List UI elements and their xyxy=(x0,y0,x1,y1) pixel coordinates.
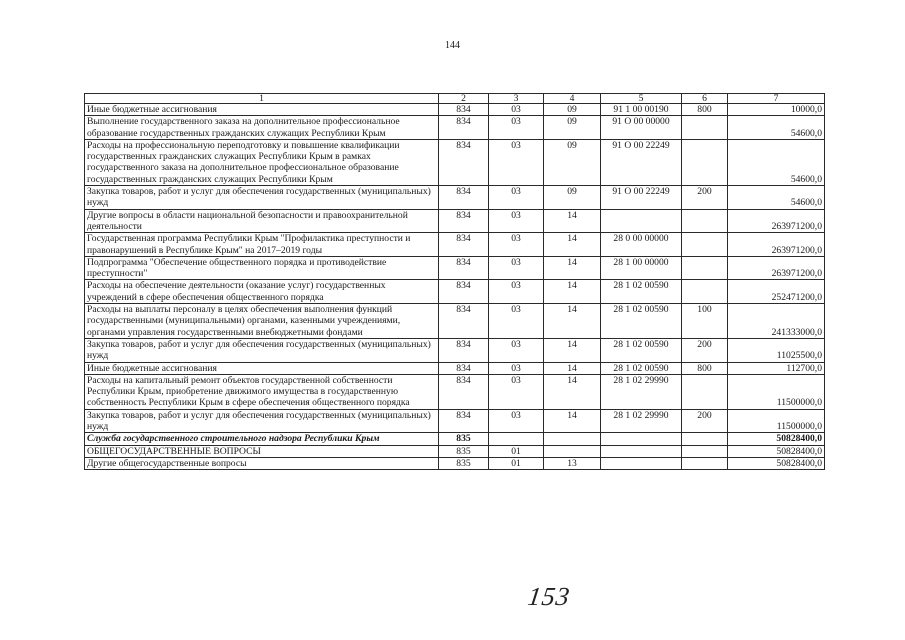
table-row xyxy=(85,104,825,116)
table-row xyxy=(85,374,825,409)
row-amount-cell: 54600,0 xyxy=(728,139,825,185)
row-code-cell: 834 xyxy=(439,104,489,116)
row-target-article-cell: 28 1 02 00590 xyxy=(601,304,682,339)
row-name-cell: Иные бюджетные ассигнования xyxy=(85,104,439,116)
row-expense-type-cell xyxy=(682,233,728,257)
table-row xyxy=(85,362,825,374)
row-section-cell: 03 xyxy=(489,338,544,362)
table-row xyxy=(85,116,825,140)
row-amount-cell: 54600,0 xyxy=(728,116,825,140)
row-subsection-cell: 13 xyxy=(544,457,601,469)
row-expense-type-cell xyxy=(682,445,728,457)
row-name-cell: Служба государственного строительного надзора Республики Крым xyxy=(85,433,439,445)
row-code-cell: 834 xyxy=(439,338,489,362)
header-row xyxy=(85,94,825,104)
table-row xyxy=(85,409,825,433)
row-name-cell: ОБЩЕГОСУДАРСТВЕННЫЕ ВОПРОСЫ xyxy=(85,445,439,457)
row-expense-type-cell xyxy=(682,116,728,140)
row-code-cell: 834 xyxy=(439,362,489,374)
row-target-article-cell: 28 1 00 00000 xyxy=(601,256,682,280)
row-code-cell: 834 xyxy=(439,374,489,409)
row-expense-type-cell xyxy=(682,280,728,304)
row-amount-cell: 50828400,0 xyxy=(728,457,825,469)
row-expense-type-cell: 200 xyxy=(682,186,728,210)
row-code-cell: 834 xyxy=(439,139,489,185)
header-cell: 1 xyxy=(85,94,439,104)
row-section-cell: 03 xyxy=(489,362,544,374)
table-row xyxy=(85,457,825,469)
row-subsection-cell: 14 xyxy=(544,374,601,409)
table-row xyxy=(85,433,825,445)
row-target-article-cell: 28 1 02 29990 xyxy=(601,409,682,433)
row-target-article-cell xyxy=(601,209,682,233)
row-name-cell: Другие общегосударственные вопросы xyxy=(85,457,439,469)
row-expense-type-cell: 200 xyxy=(682,409,728,433)
row-name-cell: Другие вопросы в области национальной безопасности и правоохранительной деятельности xyxy=(85,209,439,233)
row-target-article-cell: 28 1 02 29990 xyxy=(601,374,682,409)
row-target-article-cell: 91 О 00 00000 xyxy=(601,116,682,140)
row-name-cell: Расходы на обеспечение деятельности (оказание услуг) государственных учреждений в сфере обеспечения общественного порядка xyxy=(85,280,439,304)
row-section-cell: 03 xyxy=(489,186,544,210)
row-name-cell: Закупка товаров, работ и услуг для обеспечения государственных (муниципальных) нужд xyxy=(85,186,439,210)
handwritten-page-number: 153 xyxy=(526,582,573,611)
row-section-cell: 03 xyxy=(489,139,544,185)
row-section-cell: 03 xyxy=(489,104,544,116)
row-code-cell: 834 xyxy=(439,409,489,433)
row-code-cell: 834 xyxy=(439,280,489,304)
row-expense-type-cell xyxy=(682,433,728,445)
row-subsection-cell: 14 xyxy=(544,209,601,233)
row-section-cell: 01 xyxy=(489,445,544,457)
row-expense-type-cell xyxy=(682,139,728,185)
row-code-cell: 834 xyxy=(439,186,489,210)
row-name-cell: Расходы на выплаты персоналу в целях обеспечения выполнения функций государственными (муниципальными) органами, казенными учреждениями, органами управления государственными внебюджетными фондами xyxy=(85,304,439,339)
row-expense-type-cell xyxy=(682,374,728,409)
table-row xyxy=(85,445,825,457)
row-code-cell: 835 xyxy=(439,445,489,457)
row-name-cell: Расходы на капитальный ремонт объектов государственной собственности Республики Крым, приобретение движимого имущества в государственную собственность Республики Крым в сфере обеспечения общественного порядка xyxy=(85,374,439,409)
table-row xyxy=(85,233,825,257)
row-expense-type-cell xyxy=(682,209,728,233)
row-section-cell: 03 xyxy=(489,280,544,304)
table-row xyxy=(85,139,825,185)
header-cell: 3 xyxy=(489,94,544,104)
row-section-cell: 03 xyxy=(489,304,544,339)
row-target-article-cell: 28 1 02 00590 xyxy=(601,362,682,374)
row-code-cell: 834 xyxy=(439,233,489,257)
row-target-article-cell: 28 0 00 00000 xyxy=(601,233,682,257)
table-row xyxy=(85,304,825,339)
row-subsection-cell: 14 xyxy=(544,280,601,304)
row-section-cell: 03 xyxy=(489,374,544,409)
row-section-cell: 03 xyxy=(489,233,544,257)
header-cell: 4 xyxy=(544,94,601,104)
row-name-cell: Государственная программа Республики Крым "Профилактика преступности и правонарушений в Республике Крым" на 2017–2019 годы xyxy=(85,233,439,257)
row-name-cell: Расходы на профессиональную переподготовку и повышение квалификации государственных гражданских служащих Республики Крым в рамках государственного заказа на дополнительное профессиональное образование государственных гражданских служащих Республики Крым xyxy=(85,139,439,185)
row-target-article-cell: 91 О 00 22249 xyxy=(601,186,682,210)
row-amount-cell: 10000,0 xyxy=(728,104,825,116)
row-amount-cell: 54600,0 xyxy=(728,186,825,210)
header-cell: 5 xyxy=(601,94,682,104)
row-subsection-cell xyxy=(544,433,601,445)
row-amount-cell: 11500000,0 xyxy=(728,409,825,433)
row-name-cell: Подпрограмма "Обеспечение общественного порядка и противодействие преступности" xyxy=(85,256,439,280)
row-code-cell: 834 xyxy=(439,116,489,140)
row-code-cell: 834 xyxy=(439,256,489,280)
row-section-cell: 03 xyxy=(489,256,544,280)
row-amount-cell: 11500000,0 xyxy=(728,374,825,409)
row-amount-cell: 50828400,0 xyxy=(728,433,825,445)
header-cell: 6 xyxy=(682,94,728,104)
row-amount-cell: 112700,0 xyxy=(728,362,825,374)
row-expense-type-cell: 800 xyxy=(682,104,728,116)
header-cell: 2 xyxy=(439,94,489,104)
row-subsection-cell xyxy=(544,445,601,457)
row-expense-type-cell: 100 xyxy=(682,304,728,339)
row-target-article-cell: 28 1 02 00590 xyxy=(601,280,682,304)
row-target-article-cell: 91 1 00 00190 xyxy=(601,104,682,116)
row-expense-type-cell: 800 xyxy=(682,362,728,374)
row-subsection-cell: 09 xyxy=(544,104,601,116)
table-row xyxy=(85,256,825,280)
row-section-cell: 03 xyxy=(489,209,544,233)
row-subsection-cell: 14 xyxy=(544,256,601,280)
row-subsection-cell: 09 xyxy=(544,116,601,140)
row-subsection-cell: 14 xyxy=(544,338,601,362)
row-section-cell: 03 xyxy=(489,116,544,140)
row-name-cell: Иные бюджетные ассигнования xyxy=(85,362,439,374)
row-amount-cell: 252471200,0 xyxy=(728,280,825,304)
table-row xyxy=(85,186,825,210)
row-amount-cell: 11025500,0 xyxy=(728,338,825,362)
row-amount-cell: 263971200,0 xyxy=(728,256,825,280)
row-expense-type-cell xyxy=(682,457,728,469)
row-target-article-cell xyxy=(601,445,682,457)
table-row xyxy=(85,338,825,362)
header-cell: 7 xyxy=(728,94,825,104)
table-row xyxy=(85,209,825,233)
row-section-cell xyxy=(489,433,544,445)
row-amount-cell: 50828400,0 xyxy=(728,445,825,457)
row-code-cell: 834 xyxy=(439,209,489,233)
row-expense-type-cell: 200 xyxy=(682,338,728,362)
row-target-article-cell: 91 О 00 22249 xyxy=(601,139,682,185)
row-name-cell: Закупка товаров, работ и услуг для обеспечения государственных (муниципальных) нужд xyxy=(85,409,439,433)
row-target-article-cell: 28 1 02 00590 xyxy=(601,338,682,362)
row-amount-cell: 263971200,0 xyxy=(728,233,825,257)
row-section-cell: 03 xyxy=(489,409,544,433)
row-subsection-cell: 09 xyxy=(544,139,601,185)
row-amount-cell: 263971200,0 xyxy=(728,209,825,233)
row-target-article-cell xyxy=(601,457,682,469)
row-code-cell: 834 xyxy=(439,304,489,339)
row-section-cell: 01 xyxy=(489,457,544,469)
row-target-article-cell xyxy=(601,433,682,445)
row-amount-cell: 241333000,0 xyxy=(728,304,825,339)
budget-table xyxy=(84,93,825,470)
row-subsection-cell: 14 xyxy=(544,304,601,339)
row-name-cell: Выполнение государственного заказа на дополнительное профессиональное образование государственных гражданских служащих Республики Крым xyxy=(85,116,439,140)
row-code-cell: 835 xyxy=(439,457,489,469)
table-row xyxy=(85,280,825,304)
row-subsection-cell: 14 xyxy=(544,233,601,257)
page-number: 144 xyxy=(445,40,460,51)
row-expense-type-cell xyxy=(682,256,728,280)
row-code-cell: 835 xyxy=(439,433,489,445)
row-subsection-cell: 09 xyxy=(544,186,601,210)
row-subsection-cell: 14 xyxy=(544,409,601,433)
row-subsection-cell: 14 xyxy=(544,362,601,374)
row-name-cell: Закупка товаров, работ и услуг для обеспечения государственных (муниципальных) нужд xyxy=(85,338,439,362)
